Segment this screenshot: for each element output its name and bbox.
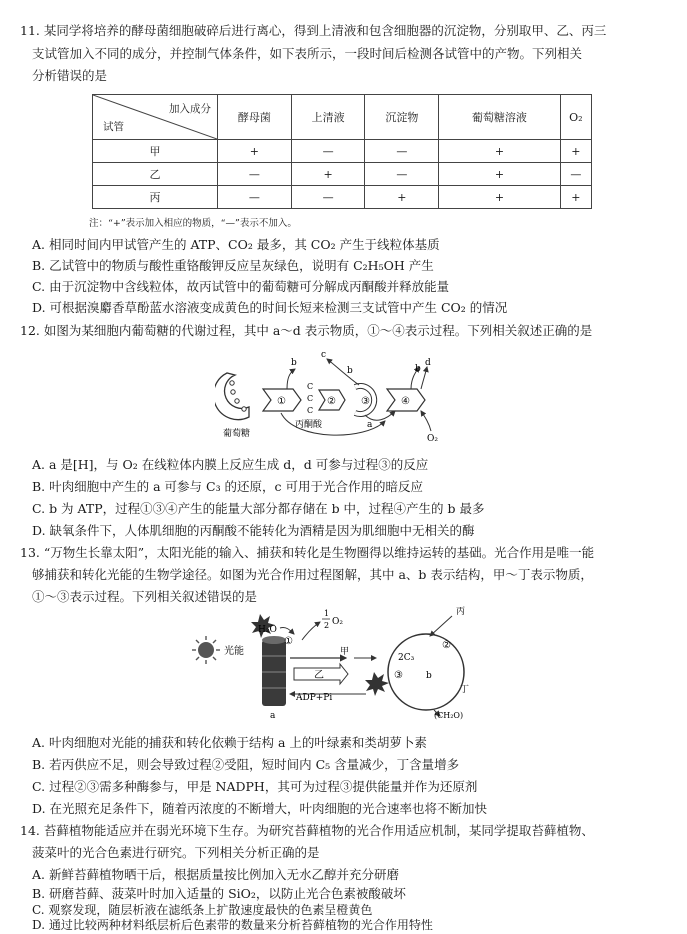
row-name: 甲	[93, 140, 218, 163]
half-o2-numerator: 1	[324, 609, 330, 618]
q14-option-a: A. 新鲜苔藓植物晒干后，根据质量按比例加入无水乙醇并充分研磨	[32, 867, 399, 882]
column-header: 酵母菌	[218, 95, 292, 140]
q14-option-c: C. 观察发现，随层析液在滤纸条上扩散速度最快的色素呈橙黄色	[32, 903, 373, 917]
ding-label: 丁	[460, 685, 470, 695]
table-cell: +	[560, 140, 591, 163]
glucose-label: 葡萄糖	[223, 429, 251, 439]
q13-step3-label: ③	[394, 670, 403, 681]
column-header: 葡萄糖溶液	[439, 95, 560, 140]
glucose-crescent	[215, 373, 249, 420]
q11-option-b: B. 乙试管中的物质与酸性重铬酸钾反应呈灰绿色，说明有 C₂H₅OH 产生	[32, 258, 434, 273]
q12-option-c: C. b 为 ATP，过程①③④产生的能量大部分都存储在 b 中，过程④产生的 b 最多	[32, 501, 485, 516]
q13-option-d: D. 在光照充足条件下，随着丙浓度的不断增大，叶肉细胞的光合速率也将不断加快	[32, 801, 488, 816]
q11-option-d: D. 可根据溴麝香草酚蓝水溶液变成黄色的时间长短来检测三支试管中产生 CO₂ 的情况	[32, 300, 508, 315]
q12-option-b: B. 叶肉细胞中产生的 a 可参与 C₃ 的还原，c 可用于光合作用的暗反应	[32, 479, 424, 494]
c-label: c	[321, 350, 327, 360]
b-label-1: b	[291, 358, 297, 368]
q11-stem-line2: 支试管加入不同的成分，并控制气体条件，如下表所示，一段时间后检测各试管中的产物。下列相关	[32, 46, 583, 61]
q13-photosynthesis-diagram	[190, 600, 500, 722]
light-label: 光能	[224, 646, 244, 657]
q11-table-note: 注：“+”表示加入相应的物质，“—”表示不加入。	[89, 218, 297, 229]
pyruvate-label: 丙酮酸	[295, 420, 323, 430]
sun-icon	[192, 636, 220, 664]
table-cell: —	[365, 140, 439, 163]
q11-option-c: C. 由于沉淀物中含线粒体，故丙试管中的葡萄糖可分解成丙酮酸并释放能量	[32, 279, 450, 294]
table-row	[93, 140, 592, 163]
jia-label: 甲	[340, 647, 350, 657]
q14-option-b: B. 研磨苔藓、菠菜叶时加入适量的 SiO₂，以防止光合色素被酸破坏	[32, 886, 406, 901]
c3-label: 2C₃	[398, 653, 415, 663]
structure-a-label: a	[270, 711, 276, 721]
q12-metabolism-diagram	[215, 343, 455, 443]
q12-option-a: A. a 是[H]，与 O₂ 在线粒体内膜上反应生成 d，d 可参与过程③的反应	[32, 457, 429, 472]
table-cell: —	[218, 186, 292, 209]
table-cell: —	[560, 163, 591, 186]
row-name: 丙	[93, 186, 218, 209]
table-row	[93, 186, 592, 209]
q12-option-d: D. 缺氧条件下，人体肌细胞的丙酮酸不能转化为酒精是因为肌细胞中无相关的酶	[32, 523, 475, 538]
q13-option-c: C. 过程②③需多种酶参与，甲是 NADPH，其可为过程③提供能量并作为还原剂	[32, 779, 478, 794]
q13-step1-label: ①	[284, 636, 293, 647]
yi-label: 乙	[314, 670, 324, 681]
d-label: d	[425, 358, 431, 368]
b-label-4: b	[415, 364, 421, 374]
column-header: O₂	[560, 95, 591, 140]
q11-table	[92, 94, 592, 209]
table-corner-cell	[93, 95, 218, 140]
q13-step2-label: ②	[442, 640, 451, 651]
carbon-c3: C	[307, 406, 314, 415]
column-header: 上清液	[291, 95, 365, 140]
bing-label: 丙	[456, 607, 466, 617]
corner-top-label: 加入成分	[169, 103, 211, 115]
table-cell: +	[439, 140, 560, 163]
q13-stem-line2: 够捕获和转化光能的生物学途径。如图为光合作用过程图解，其中 a、b 表示结构，甲～丁表示物质，	[32, 567, 593, 582]
q12-stem: 12. 如图为某细胞内葡萄糖的代谢过程，其中 a～d 表示物质，①～④表示过程。下列相关叙述正确的是	[20, 323, 593, 338]
corner-bottom-label: 试管	[103, 121, 124, 133]
step1-label: ①	[277, 396, 286, 407]
q11-stem-line3: 分析错误的是	[32, 68, 108, 83]
half-o2-label: O₂	[332, 617, 343, 627]
table-cell: +	[291, 163, 365, 186]
q14-stem-line1: 14. 苔藓植物能适应并在弱光环境下生存。为研究苔藓植物的光合作用适应机制，某同学提取苔藓植物、	[20, 823, 594, 838]
table-cell: —	[218, 163, 292, 186]
carbon-c1: C	[307, 382, 314, 391]
table-cell: —	[291, 186, 365, 209]
table-cell: +	[439, 163, 560, 186]
half-o2-denominator: 2	[324, 621, 330, 630]
burst-mark-2	[365, 672, 389, 696]
q13-stem-line1: 13. “万物生长靠太阳”，太阳光能的输入、捕获和转化是生物圈得以维持运转的基础。光合作用是唯一能	[20, 545, 595, 560]
q11-stem-line1: 11. 某同学将培养的酵母菌细胞破碎后进行离心，得到上清液和包含细胞器的沉淀物，分别取甲、乙、丙三	[20, 23, 607, 38]
q13-stem-line3: ①～③表示过程。下列相关叙述错误的是	[32, 589, 258, 604]
table-cell: +	[439, 186, 560, 209]
thylakoid-stack	[262, 636, 286, 706]
table-cell: —	[365, 163, 439, 186]
table-cell: —	[291, 140, 365, 163]
table-cell: +	[365, 186, 439, 209]
step3-label: ③	[361, 396, 370, 407]
carbon-c2: C	[307, 394, 314, 403]
o2-label: O₂	[427, 434, 438, 443]
h2o-label: H₂O	[258, 625, 277, 635]
adp-label: ADP+Pi	[296, 693, 333, 703]
q14-option-d: D. 通过比较两种材料纸层析后色素带的数量来分析苔藓植物的光合作用特性	[32, 918, 433, 932]
ch2o-label: (CH₂O)	[434, 711, 464, 720]
step4-label: ④	[401, 396, 410, 407]
q14-stem-line2: 菠菜叶的光合色素进行研究。下列相关分析正确的是	[32, 845, 320, 860]
q13-option-b: B. 若丙供应不足，则会导致过程②受阻，短时间内 C₅ 含量减少，丁含量增多	[32, 757, 460, 772]
table-cell: +	[218, 140, 292, 163]
q11-option-a: A. 相同时间内甲试管产生的 ATP、CO₂ 最多，其 CO₂ 产生于线粒体基质	[32, 237, 440, 252]
column-header: 沉淀物	[365, 95, 439, 140]
row-name: 乙	[93, 163, 218, 186]
structure-b-label: b	[426, 671, 432, 681]
b-label-3: b	[347, 366, 353, 376]
table-row	[93, 163, 592, 186]
a-label: a	[367, 420, 373, 430]
table-cell: +	[560, 186, 591, 209]
step2-label: ②	[327, 396, 336, 407]
q13-option-a: A. 叶肉细胞对光能的捕获和转化依赖于结构 a 上的叶绿素和类胡萝卜素	[32, 735, 427, 750]
